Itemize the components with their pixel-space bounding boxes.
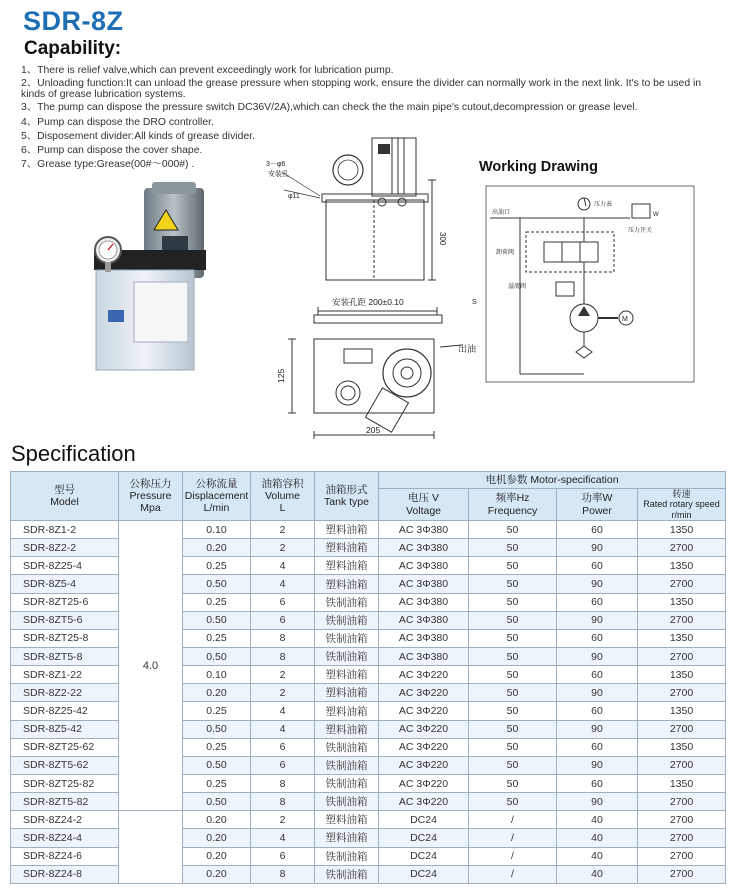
table-row xyxy=(11,593,726,611)
header-volume-en: Volume xyxy=(264,489,301,502)
cell-volume: 2 xyxy=(251,521,315,539)
cell-frequency: 50 xyxy=(469,611,557,629)
top-view-drawing xyxy=(262,295,477,445)
cell-model: SDR-8ZT25-62 xyxy=(11,738,119,756)
cell-voltage: AC 3Φ220 xyxy=(379,720,469,738)
cell-volume: 2 xyxy=(251,811,315,829)
cell-model: SDR-8Z5-42 xyxy=(11,720,119,738)
table-row xyxy=(11,756,726,774)
header-volume-cn: 油箱容积 xyxy=(261,477,304,490)
cell-model: SDR-8ZT25-8 xyxy=(11,629,119,647)
cell-voltage: DC24 xyxy=(379,847,469,865)
table-row xyxy=(11,684,726,702)
switch-label: 压力开关 xyxy=(628,228,653,234)
header-pressure-en: Pressure xyxy=(129,489,172,502)
height-300-label: 300 xyxy=(438,232,447,246)
hole-label-2: 安装孔 xyxy=(268,171,289,178)
header-frequency xyxy=(469,489,557,521)
phi11-label: φ11 xyxy=(288,193,300,200)
cell-power: 90 xyxy=(557,793,638,811)
cell-displacement: 0.20 xyxy=(183,865,251,883)
cell-displacement: 0.10 xyxy=(183,666,251,684)
cell-frequency: 50 xyxy=(469,557,557,575)
cell-speed: 1350 xyxy=(638,629,726,647)
cell-frequency: 50 xyxy=(469,793,557,811)
cell-speed: 2700 xyxy=(638,793,726,811)
cell-tank: 铁制油箱 xyxy=(315,648,379,666)
table-row xyxy=(11,557,726,575)
table-row xyxy=(11,775,726,793)
cell-tank: 塑料油箱 xyxy=(315,684,379,702)
header-tank xyxy=(315,472,379,521)
cell-volume: 4 xyxy=(251,720,315,738)
cell-frequency: 50 xyxy=(469,521,557,539)
mount-distance-label: 安装孔距 200±0.10 xyxy=(332,297,404,307)
header-voltage xyxy=(379,489,469,521)
cell-displacement: 0.10 xyxy=(183,521,251,539)
header-freq-en: Frequency xyxy=(487,504,538,517)
cell-displacement: 0.50 xyxy=(183,648,251,666)
cell-frequency: 50 xyxy=(469,629,557,647)
header-pressure xyxy=(119,472,183,521)
cell-displacement: 0.50 xyxy=(183,575,251,593)
cell-model: SDR-8ZT25-6 xyxy=(11,593,119,611)
hydraulic-schematic xyxy=(470,184,696,384)
cell-frequency: / xyxy=(469,847,557,865)
cell-voltage: AC 3Φ380 xyxy=(379,521,469,539)
w-label: W xyxy=(653,212,659,218)
cell-volume: 6 xyxy=(251,611,315,629)
cell-power: 90 xyxy=(557,684,638,702)
cell-volume: 2 xyxy=(251,684,315,702)
header-displacement-cn: 公称流量 xyxy=(195,477,238,490)
table-row xyxy=(11,847,726,865)
header-motor-group: 电机参数 Motor-specification xyxy=(379,472,726,489)
capability-item: 2、Unloading function:It can unload the grease pressure when stopping work, ensure the divider can normally work in the next link. It's to be used in kinds of grease lubrication systems. xyxy=(21,78,702,100)
relief-valve-label: 溢流阀 xyxy=(508,284,527,290)
cell-speed: 2700 xyxy=(638,865,726,883)
cell-frequency: / xyxy=(469,829,557,847)
cell-model: SDR-8Z2-2 xyxy=(11,539,119,557)
cell-power: 90 xyxy=(557,539,638,557)
cell-volume: 6 xyxy=(251,738,315,756)
cell-speed: 2700 xyxy=(638,611,726,629)
table-row xyxy=(11,738,726,756)
cell-displacement: 0.25 xyxy=(183,557,251,575)
header-speed-unit: r/min xyxy=(671,509,692,520)
cell-voltage: AC 3Φ380 xyxy=(379,557,469,575)
s-label: S xyxy=(472,299,477,306)
cell-frequency: 50 xyxy=(469,666,557,684)
side-view-drawing xyxy=(262,132,452,297)
header-model-cn: 型号 xyxy=(54,483,75,496)
cell-power: 90 xyxy=(557,575,638,593)
cell-speed: 2700 xyxy=(638,575,726,593)
header-tank-en: Tank type xyxy=(324,496,369,509)
header-volume-unit: L xyxy=(279,502,286,515)
cell-voltage: DC24 xyxy=(379,829,469,847)
cell-frequency: / xyxy=(469,811,557,829)
capability-item: 4、Pump can dispose the DRO controller. xyxy=(21,116,214,128)
cell-model: SDR-8Z24-4 xyxy=(11,829,119,847)
table-row xyxy=(11,793,726,811)
header-speed-en: Rated rotary speed xyxy=(643,499,720,510)
cell-displacement: 0.20 xyxy=(183,811,251,829)
specification-table xyxy=(10,471,726,884)
header-pressure-unit: Mpa xyxy=(140,502,161,515)
cell-power: 90 xyxy=(557,611,638,629)
cell-voltage: AC 3Φ220 xyxy=(379,756,469,774)
capability-heading: Capability: xyxy=(24,38,122,59)
cell-pressure-empty xyxy=(119,811,183,884)
cell-frequency: 50 xyxy=(469,720,557,738)
cell-power: 60 xyxy=(557,775,638,793)
cell-tank: 塑料油箱 xyxy=(315,811,379,829)
cell-power: 40 xyxy=(557,865,638,883)
capability-item: 6、Pump can dispose the cover shape. xyxy=(21,144,203,156)
table-row xyxy=(11,648,726,666)
cell-volume: 6 xyxy=(251,847,315,865)
cell-voltage: AC 3Φ220 xyxy=(379,666,469,684)
cell-speed: 2700 xyxy=(638,539,726,557)
table-row xyxy=(11,629,726,647)
cell-tank: 塑料油箱 xyxy=(315,829,379,847)
header-tank-cn: 油箱形式 xyxy=(325,483,368,496)
table-row xyxy=(11,702,726,720)
cell-model: SDR-8Z24-8 xyxy=(11,865,119,883)
cell-power: 60 xyxy=(557,629,638,647)
cell-displacement: 0.20 xyxy=(183,684,251,702)
cell-model: SDR-8Z24-2 xyxy=(11,811,119,829)
table-row xyxy=(11,575,726,593)
cell-voltage: AC 3Φ380 xyxy=(379,593,469,611)
cell-model: SDR-8ZT25-82 xyxy=(11,775,119,793)
header-speed-cn: 转速 xyxy=(672,489,691,499)
cell-frequency: 50 xyxy=(469,756,557,774)
schematic-outlet-label: 出油口 xyxy=(492,210,511,216)
cell-frequency: 50 xyxy=(469,684,557,702)
cell-tank: 塑料油箱 xyxy=(315,720,379,738)
dim-125-label: 125 xyxy=(276,368,286,383)
cell-frequency: 50 xyxy=(469,575,557,593)
cell-volume: 8 xyxy=(251,793,315,811)
product-title: SDR-8Z xyxy=(23,6,124,36)
cell-displacement: 0.25 xyxy=(183,775,251,793)
cell-power: 90 xyxy=(557,648,638,666)
header-speed xyxy=(638,489,726,521)
capability-item: 5、Disposement divider:All kinds of grease divider. xyxy=(21,130,255,142)
header-volume xyxy=(251,472,315,521)
cell-voltage: AC 3Φ220 xyxy=(379,702,469,720)
cell-model: SDR-8Z5-4 xyxy=(11,575,119,593)
cell-volume: 4 xyxy=(251,575,315,593)
header-displacement-en: Displacement xyxy=(184,489,249,502)
cell-tank: 铁制油箱 xyxy=(315,756,379,774)
cell-model: SDR-8ZT5-82 xyxy=(11,793,119,811)
header-pressure-cn: 公称压力 xyxy=(129,477,172,490)
cell-model: SDR-8Z25-4 xyxy=(11,557,119,575)
cell-speed: 1350 xyxy=(638,593,726,611)
cell-displacement: 0.25 xyxy=(183,738,251,756)
cell-displacement: 0.20 xyxy=(183,829,251,847)
cell-tank: 塑料油箱 xyxy=(315,557,379,575)
cell-displacement: 0.25 xyxy=(183,702,251,720)
cell-tank: 铁制油箱 xyxy=(315,629,379,647)
cell-tank: 塑料油箱 xyxy=(315,666,379,684)
table-row xyxy=(11,539,726,557)
cell-speed: 2700 xyxy=(638,720,726,738)
specification-body xyxy=(11,521,726,884)
header-power-cn: 功率W xyxy=(581,492,613,505)
cell-voltage: AC 3Φ220 xyxy=(379,738,469,756)
cell-voltage: AC 3Φ220 xyxy=(379,775,469,793)
cell-voltage: AC 3Φ380 xyxy=(379,629,469,647)
hole-label-1: 3－φ6 xyxy=(266,161,286,168)
cell-frequency: / xyxy=(469,865,557,883)
cell-frequency: 50 xyxy=(469,702,557,720)
cell-volume: 4 xyxy=(251,557,315,575)
cell-displacement: 0.25 xyxy=(183,593,251,611)
cell-model: SDR-8Z1-2 xyxy=(11,521,119,539)
header-freq-cn: 频率Hz xyxy=(495,492,530,505)
cell-tank: 塑料油箱 xyxy=(315,575,379,593)
cell-volume: 8 xyxy=(251,775,315,793)
cell-volume: 4 xyxy=(251,702,315,720)
header-power-en: Power xyxy=(582,504,612,517)
cell-volume: 6 xyxy=(251,593,315,611)
gauge-label: 压力表 xyxy=(594,202,613,208)
cell-power: 60 xyxy=(557,593,638,611)
cell-volume: 8 xyxy=(251,648,315,666)
cell-power: 40 xyxy=(557,847,638,865)
cell-power: 60 xyxy=(557,521,638,539)
cell-tank: 铁制油箱 xyxy=(315,847,379,865)
motor-label: M xyxy=(622,316,628,323)
cell-displacement: 0.25 xyxy=(183,629,251,647)
cell-model: SDR-8Z25-42 xyxy=(11,702,119,720)
table-row xyxy=(11,829,726,847)
table-row xyxy=(11,811,726,829)
cell-speed: 2700 xyxy=(638,811,726,829)
capability-item: 7、Grease type:Grease(00#～000#) . xyxy=(21,159,195,171)
cell-tank: 铁制油箱 xyxy=(315,793,379,811)
cell-power: 60 xyxy=(557,738,638,756)
cell-displacement: 0.50 xyxy=(183,793,251,811)
cell-power: 90 xyxy=(557,720,638,738)
header-displacement-unit: L/min xyxy=(203,502,230,515)
cell-voltage: DC24 xyxy=(379,865,469,883)
cell-power: 60 xyxy=(557,557,638,575)
cell-frequency: 50 xyxy=(469,775,557,793)
table-row xyxy=(11,720,726,738)
cell-volume: 2 xyxy=(251,539,315,557)
capability-item: 3、The pump can dispose the pressure switch DC36V/2A),which can check the the main pipe's cutout,decompression or grease level. xyxy=(21,102,638,114)
header-power xyxy=(557,489,638,521)
cell-speed: 2700 xyxy=(638,684,726,702)
cell-volume: 8 xyxy=(251,865,315,883)
cell-voltage: AC 3Φ380 xyxy=(379,611,469,629)
cell-volume: 6 xyxy=(251,756,315,774)
cell-power: 60 xyxy=(557,666,638,684)
cell-displacement: 0.50 xyxy=(183,756,251,774)
cell-frequency: 50 xyxy=(469,738,557,756)
cell-tank: 铁制油箱 xyxy=(315,593,379,611)
cell-tank: 塑料油箱 xyxy=(315,521,379,539)
table-row xyxy=(11,611,726,629)
cell-power: 40 xyxy=(557,829,638,847)
cell-speed: 1350 xyxy=(638,775,726,793)
cell-voltage: AC 3Φ220 xyxy=(379,684,469,702)
cell-speed: 1350 xyxy=(638,666,726,684)
outlet-label: 出油 xyxy=(458,344,477,354)
cell-tank: 塑料油箱 xyxy=(315,702,379,720)
header-voltage-en: Voltage xyxy=(405,504,442,517)
cell-tank: 铁制油箱 xyxy=(315,775,379,793)
cell-frequency: 50 xyxy=(469,648,557,666)
cell-speed: 1350 xyxy=(638,557,726,575)
cell-speed: 1350 xyxy=(638,738,726,756)
cell-model: SDR-8Z24-6 xyxy=(11,847,119,865)
cell-model: SDR-8ZT5-62 xyxy=(11,756,119,774)
capability-item: 1、There is relief valve,which can prevent exceedingly work for lubrication pump. xyxy=(21,65,394,76)
cell-speed: 2700 xyxy=(638,847,726,865)
cell-model: SDR-8ZT5-6 xyxy=(11,611,119,629)
header-model xyxy=(11,472,119,521)
cell-tank: 铁制油箱 xyxy=(315,611,379,629)
cell-voltage: AC 3Φ380 xyxy=(379,648,469,666)
pump-photo xyxy=(66,180,221,380)
cell-model: SDR-8Z1-22 xyxy=(11,666,119,684)
cell-displacement: 0.50 xyxy=(183,720,251,738)
working-drawing-heading: Working Drawing xyxy=(479,159,598,175)
cell-displacement: 0.50 xyxy=(183,611,251,629)
cell-voltage: DC24 xyxy=(379,811,469,829)
cell-speed: 1350 xyxy=(638,521,726,539)
cell-tank: 塑料油箱 xyxy=(315,539,379,557)
cell-model: SDR-8ZT5-8 xyxy=(11,648,119,666)
cell-pressure: 4.0 xyxy=(119,521,183,811)
cell-power: 40 xyxy=(557,811,638,829)
cell-voltage: AC 3Φ220 xyxy=(379,793,469,811)
specification-heading: Specification xyxy=(11,441,136,466)
table-row xyxy=(11,865,726,883)
header-model-en: Model xyxy=(50,496,79,509)
cell-speed: 1350 xyxy=(638,702,726,720)
cell-volume: 2 xyxy=(251,666,315,684)
header-voltage-cn: 电压 V xyxy=(408,492,439,505)
cell-speed: 2700 xyxy=(638,829,726,847)
cell-voltage: AC 3Φ380 xyxy=(379,539,469,557)
cell-power: 60 xyxy=(557,702,638,720)
cell-displacement: 0.20 xyxy=(183,847,251,865)
cell-speed: 2700 xyxy=(638,648,726,666)
cell-speed: 2700 xyxy=(638,756,726,774)
cell-model: SDR-8Z2-22 xyxy=(11,684,119,702)
cell-frequency: 50 xyxy=(469,539,557,557)
cell-voltage: AC 3Φ380 xyxy=(379,575,469,593)
cell-volume: 4 xyxy=(251,829,315,847)
cell-volume: 8 xyxy=(251,629,315,647)
cell-displacement: 0.20 xyxy=(183,539,251,557)
cell-tank: 铁制油箱 xyxy=(315,865,379,883)
table-row xyxy=(11,521,726,539)
dim-205-label: 205 xyxy=(366,425,381,435)
table-row xyxy=(11,666,726,684)
cell-tank: 铁制油箱 xyxy=(315,738,379,756)
header-displacement xyxy=(183,472,251,521)
cell-frequency: 50 xyxy=(469,593,557,611)
unload-valve-label: 卸荷阀 xyxy=(496,250,515,256)
cell-power: 90 xyxy=(557,756,638,774)
